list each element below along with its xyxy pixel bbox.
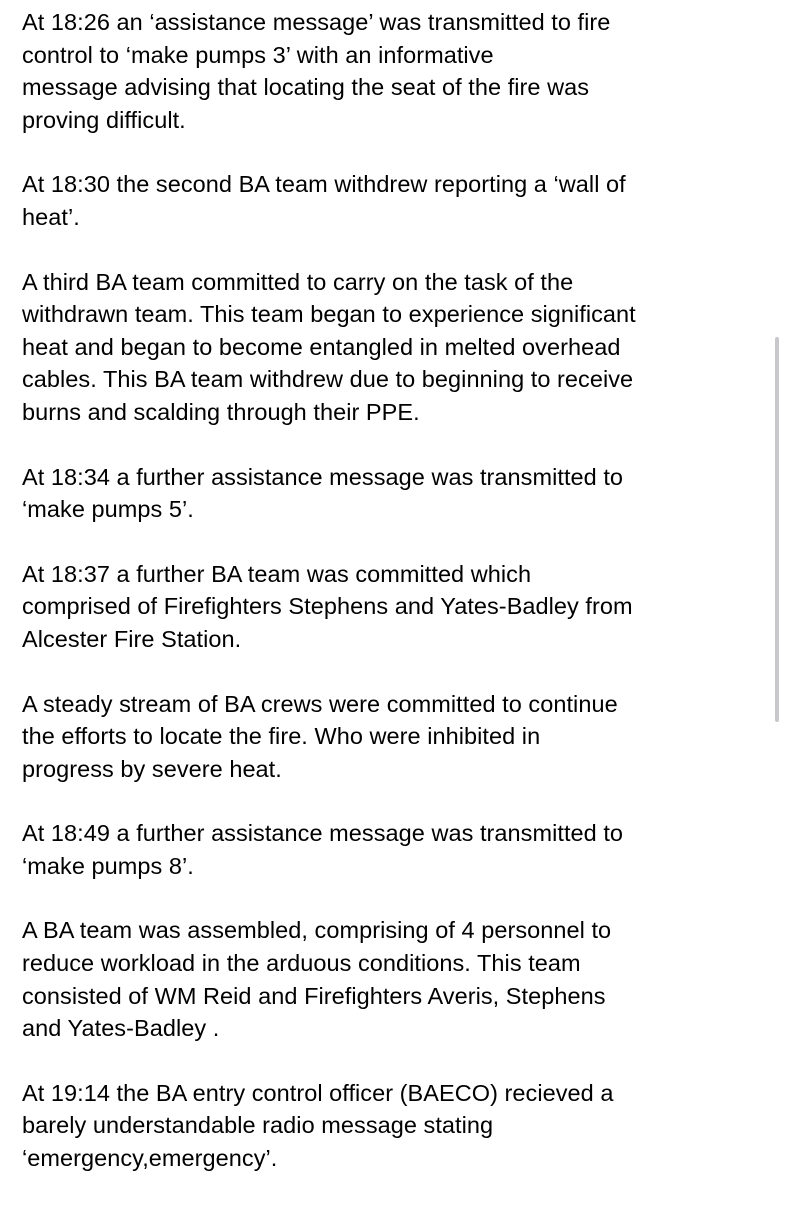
text-line: burns and scalding through their PPE.: [22, 398, 420, 425]
text-line: message advising that locating the seat of the fire was: [22, 74, 590, 101]
text-line: ‘make pumps 8’.: [22, 852, 194, 879]
text-line: A BA team was assembled, comprising of 4 personnel to: [22, 917, 612, 944]
text-line: ‘make pumps 5’.: [22, 496, 194, 523]
paragraph-7: [22, 817, 772, 882]
paragraph-1: [22, 6, 772, 136]
text-line: At 19:14 the BA entry control officer (BAECO) recieved a: [22, 1079, 614, 1106]
text-line: barely understandable radio message stating: [22, 1112, 494, 1139]
text-line: progress by severe heat.: [22, 755, 282, 782]
text-line: comprised of Firefighters Stephens and Yates-Badley from: [22, 593, 633, 620]
text-line: At 18:34 a further assistance message was transmitted to: [22, 463, 624, 490]
text-line: A third BA team committed to carry on the task of the: [22, 268, 574, 295]
text-line: consisted of WM Reid and Firefighters Averis, Stephens: [22, 982, 606, 1009]
text-line: proving difficult.: [22, 106, 186, 133]
text-line: heat’.: [22, 203, 80, 230]
text-line: At 18:37 a further BA team was committed which: [22, 560, 532, 587]
paragraph-8: [22, 914, 772, 1044]
text-line: At 18:30 the second BA team withdrew reporting a ‘wall of: [22, 171, 626, 198]
text-line: and Yates-Badley .: [22, 1015, 220, 1042]
paragraph-6: [22, 688, 772, 786]
text-line: Alcester Fire Station.: [22, 625, 242, 652]
text-line: the efforts to locate the fire. Who were inhibited in: [22, 723, 541, 750]
paragraph-2: [22, 168, 772, 233]
text-line: cables. This BA team withdrew due to beginning to receive: [22, 366, 634, 393]
paragraph-5: [22, 558, 772, 656]
text-line: At 18:49 a further assistance message was transmitted to: [22, 820, 624, 847]
paragraph-3: [22, 266, 772, 429]
text-line: withdrawn team. This team began to experience significant: [22, 301, 636, 328]
document-body: [22, 6, 772, 1207]
text-line: At 18:26 an ‘assistance message’ was transmitted to fire: [22, 9, 611, 35]
text-line: heat and began to become entangled in melted overhead: [22, 333, 621, 360]
text-line: control to ‘make pumps 3’ with an informative: [22, 41, 494, 68]
text-line: reduce workload in the arduous conditions. This team: [22, 950, 581, 977]
paragraph-9: [22, 1077, 772, 1175]
paragraph-4: [22, 461, 772, 526]
vertical-scrollbar[interactable]: [775, 337, 779, 722]
text-line: A steady stream of BA crews were committed to continue: [22, 690, 618, 717]
text-line: ‘emergency,emergency’.: [22, 1145, 278, 1172]
